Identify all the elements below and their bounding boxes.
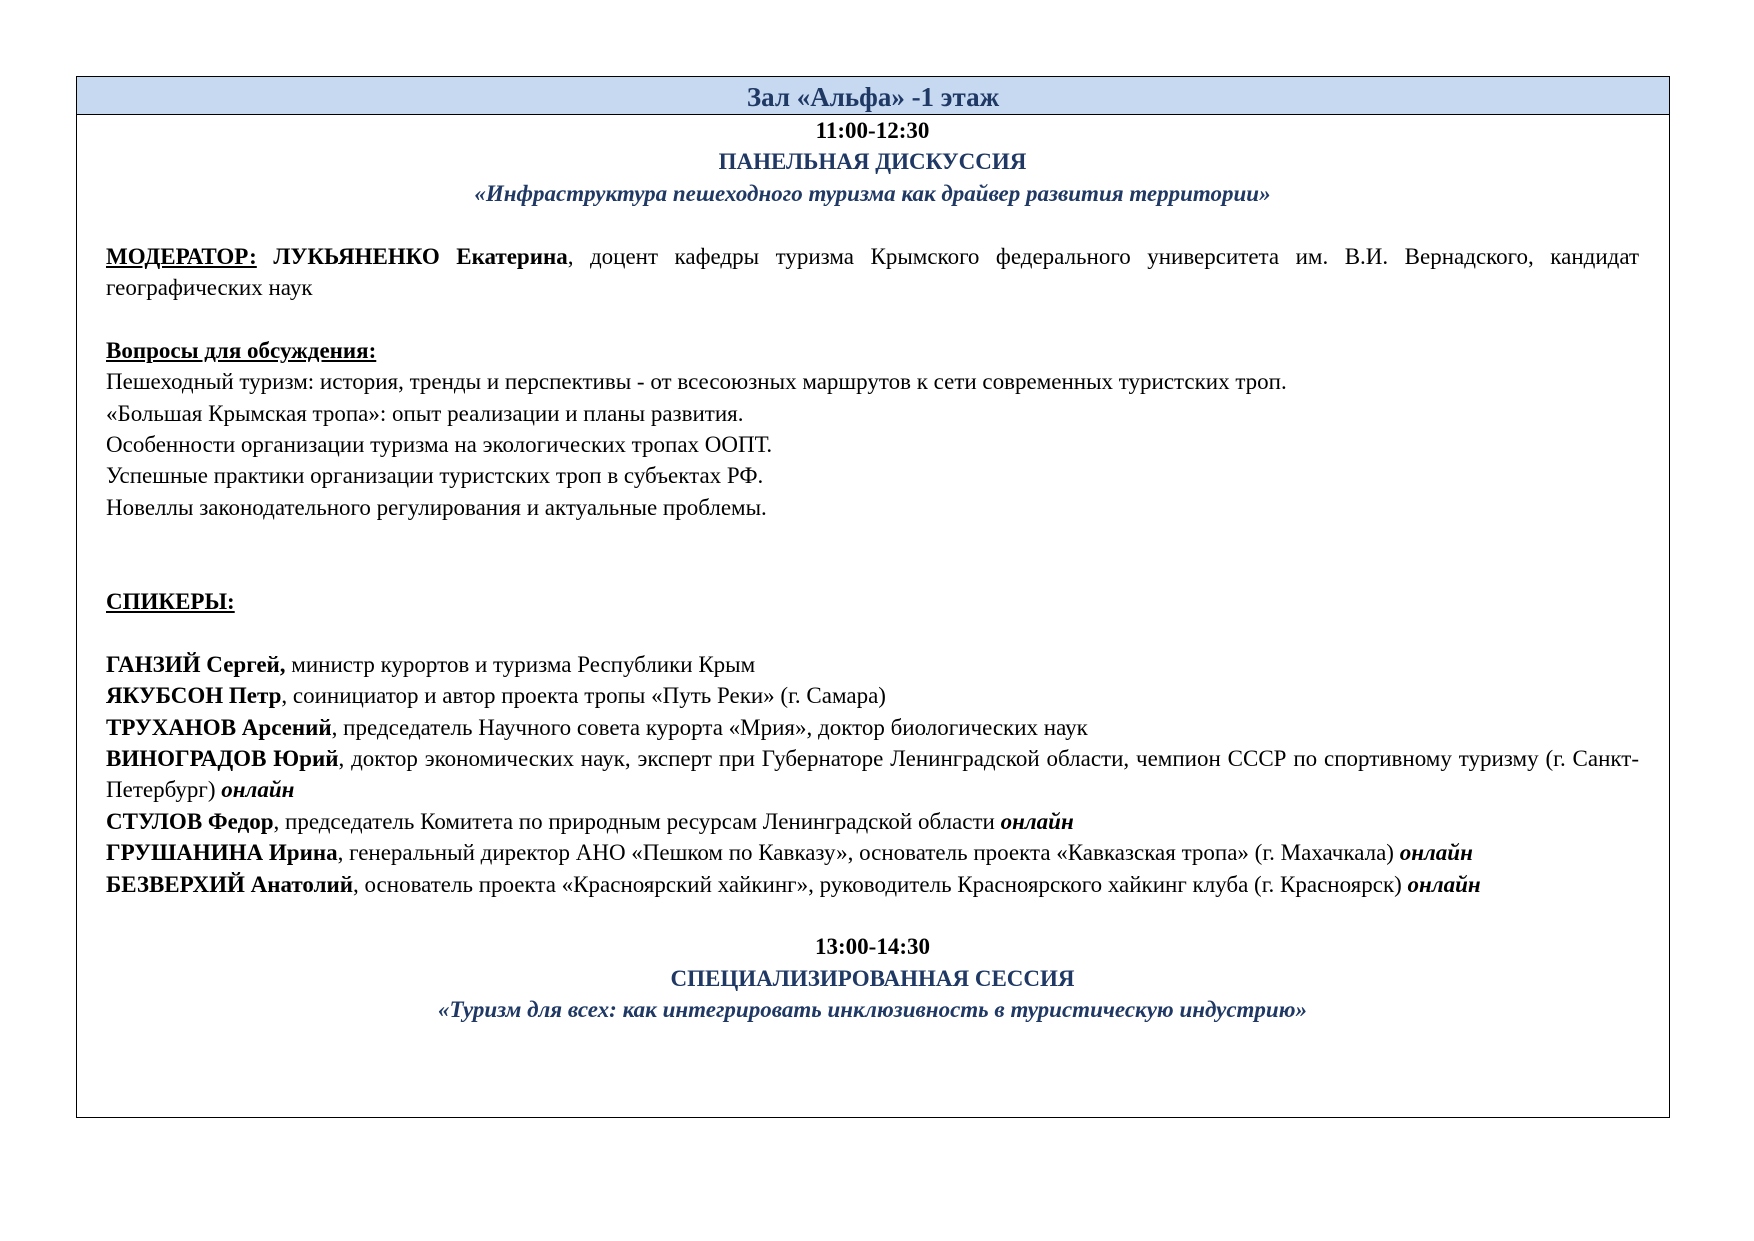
online-badge: онлайн — [1000, 808, 1074, 834]
session1-type: ПАНЕЛЬНАЯ ДИСКУССИЯ — [718, 149, 1027, 175]
speaker-description: , основатель проекта «Красноярский хайкинг», руководитель Красноярского хайкинг клуба (г. Красноярск) — [352, 871, 1408, 897]
session-cell — [77, 115, 1669, 1026]
speaker-description: , доктор экономических наук, эксперт при Губернаторе Ленинградской области, чемпион СССР по спортивному туризму (г. Санкт-Петербург) — [106, 746, 1640, 803]
speaker-item — [106, 712, 1639, 743]
spacer — [106, 523, 1639, 554]
question-item: «Большая Крымская тропа»: опыт реализации и планы развития. — [106, 400, 744, 426]
session2-type: СПЕЦИАЛИЗИРОВАННАЯ СЕССИЯ — [670, 965, 1075, 991]
speaker-description: , председатель Комитета по природным ресурсам Ленинградской области — [273, 808, 1001, 834]
session1-time: 11:00-12:30 — [815, 118, 930, 143]
hall-header: Зал «Альфа» -1 этаж — [77, 77, 1669, 115]
online-badge: онлайн — [1407, 871, 1481, 897]
speaker-item — [106, 743, 1639, 806]
moderator-description: , доцент кафедры туризма Крымского федерального университета им. В.И. Вернадского, кандидат географических наук — [106, 243, 1640, 301]
speaker-item — [106, 649, 1639, 680]
speaker-name: ГАНЗИЙ Сергей, — [106, 651, 286, 677]
speaker-item — [106, 806, 1639, 837]
spacer — [106, 209, 1639, 240]
speaker-name: БЕЗВЕРХИЙ Анатолий — [106, 871, 353, 897]
speaker-description: , генеральный директор АНО «Пешком по Кавказу», основатель проекта «Кавказская тропа» (г. Махачкала) — [337, 840, 1400, 866]
speaker-name: ТРУХАНОВ Арсений — [106, 714, 332, 740]
question-item: Новеллы законодательного регулирования и актуальные проблемы. — [106, 494, 767, 520]
spacer — [106, 900, 1639, 931]
speaker-item — [106, 680, 1639, 711]
speaker-item — [106, 869, 1639, 900]
session1-title: «Инфраструктура пешеходного туризма как драйвер развития территории» — [474, 180, 1271, 206]
online-badge: онлайн — [1399, 840, 1473, 866]
speaker-item — [106, 837, 1639, 868]
speaker-name: ЯКУБСОН Петр — [106, 683, 282, 709]
questions-label: Вопросы для обсуждения: — [106, 337, 377, 363]
speaker-name: СТУЛОВ Федор — [106, 808, 274, 834]
moderator-name: ЛУКЬЯНЕНКО Екатерина — [273, 243, 568, 269]
moderator-label: МОДЕРАТОР: — [106, 243, 257, 269]
session2-title: «Туризм для всех: как интегрировать инклюзивность в туристическую индустрию» — [437, 997, 1308, 1023]
online-badge: онлайн — [221, 777, 295, 803]
program-table — [76, 76, 1670, 1118]
spacer — [106, 555, 1639, 586]
question-item: Пешеходный туризм: история, тренды и перспективы - от всесоюзных маршрутов к сети современных туристских троп. — [106, 369, 1287, 395]
speaker-description: , председатель Научного совета курорта «Мрия», доктор биологических наук — [331, 714, 1088, 740]
speaker-name: ГРУШАНИНА Ирина — [106, 840, 338, 866]
speakers-label: СПИКЕРЫ: — [106, 589, 235, 615]
spacer — [106, 303, 1639, 334]
session2-time: 13:00-14:30 — [815, 934, 930, 960]
question-item: Особенности организации туризма на экологических тропах ООПТ. — [106, 432, 773, 458]
speaker-name: ВИНОГРАДОВ Юрий — [106, 746, 339, 772]
speaker-description: министр курортов и туризма Республики Крым — [285, 651, 756, 677]
speaker-description: , соинициатор и автор проекта тропы «Путь Реки» (г. Самара) — [281, 683, 886, 709]
spacer — [106, 617, 1639, 648]
moderator-paragraph — [106, 241, 1639, 304]
question-item: Успешные практики организации туристских троп в субъектах РФ. — [106, 463, 764, 489]
